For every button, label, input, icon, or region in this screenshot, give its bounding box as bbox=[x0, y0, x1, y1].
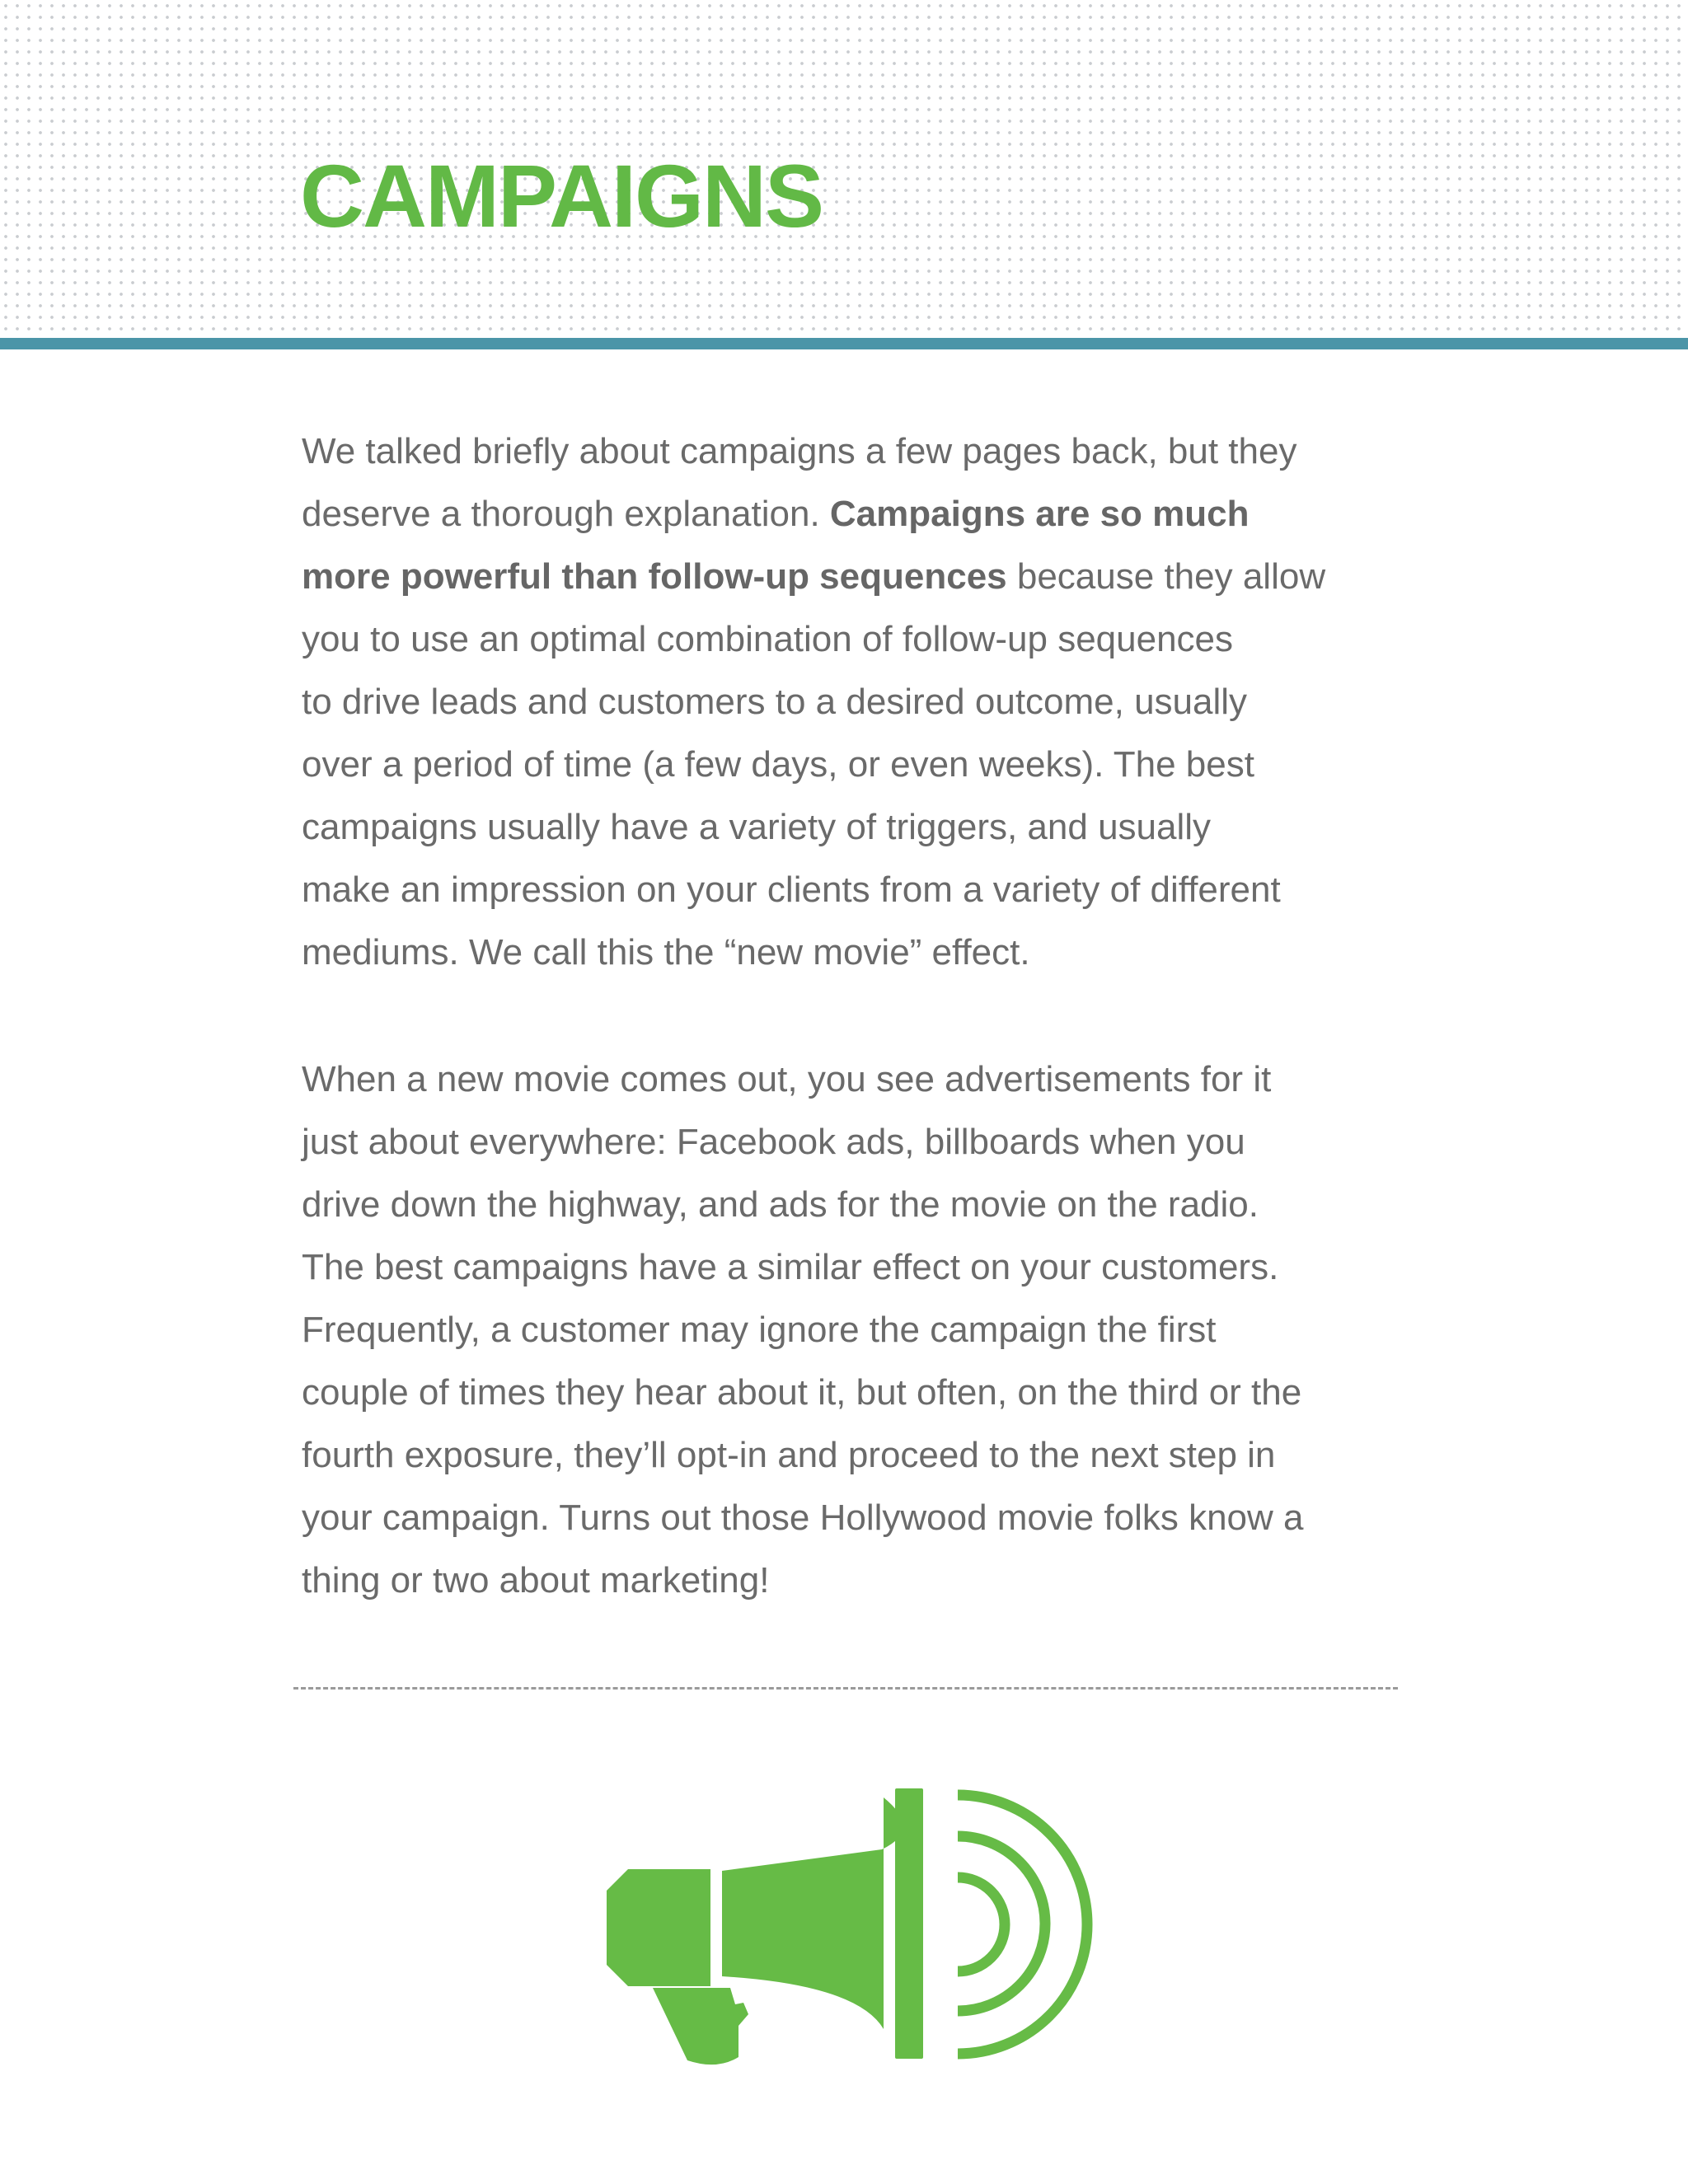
text-line: drive down the highway, and ads for the movie on the radio. bbox=[302, 1184, 1259, 1225]
paragraph-new-movie-effect bbox=[302, 1048, 1406, 1612]
text-line: Frequently, a customer may ignore the campaign the first bbox=[302, 1310, 1217, 1350]
emphasis-text: more powerful than follow-up sequences bbox=[302, 556, 1007, 597]
text-line: your campaign. Turns out those Hollywood movie folks know a bbox=[302, 1497, 1304, 1538]
emphasis-text: Campaigns are so much bbox=[829, 494, 1250, 534]
text-line: We talked briefly about campaigns a few pages back, but they bbox=[302, 431, 1297, 471]
text-line bbox=[302, 546, 1406, 608]
text-line: just about everywhere: Facebook ads, billboards when you bbox=[302, 1122, 1245, 1162]
page-title: CAMPAIGNS bbox=[300, 146, 823, 246]
text-line: over a period of time (a few days, or even weeks). The best bbox=[302, 744, 1254, 785]
text-line: When a new movie comes out, you see advertisements for it bbox=[302, 1059, 1272, 1099]
text-line: The best campaigns have a similar effect on your customers. bbox=[302, 1247, 1279, 1287]
paragraph-campaigns-intro bbox=[302, 420, 1406, 984]
header-rule bbox=[0, 338, 1688, 349]
text-line bbox=[302, 483, 1406, 546]
text-run: because they allow bbox=[1006, 556, 1326, 597]
text-run: deserve a thorough explanation. bbox=[302, 494, 830, 534]
dotted-header-band bbox=[0, 0, 1688, 338]
text-line: thing or two about marketing! bbox=[302, 1560, 770, 1601]
text-line: campaigns usually have a variety of triggers, and usually bbox=[302, 807, 1212, 847]
text-line: to drive leads and customers to a desired outcome, usually bbox=[302, 682, 1248, 722]
megaphone-icon bbox=[602, 1780, 1096, 2069]
text-line: fourth exposure, they’ll opt-in and proceed to the next step in bbox=[302, 1435, 1276, 1475]
text-line: make an impression on your clients from a variety of different bbox=[302, 869, 1281, 910]
text-line: couple of times they hear about it, but often, on the third or the bbox=[302, 1372, 1302, 1413]
dashed-divider bbox=[293, 1687, 1398, 1690]
text-line: mediums. We call this the “new movie” effect. bbox=[302, 932, 1030, 972]
text-line: you to use an optimal combination of follow-up sequences bbox=[302, 619, 1234, 659]
